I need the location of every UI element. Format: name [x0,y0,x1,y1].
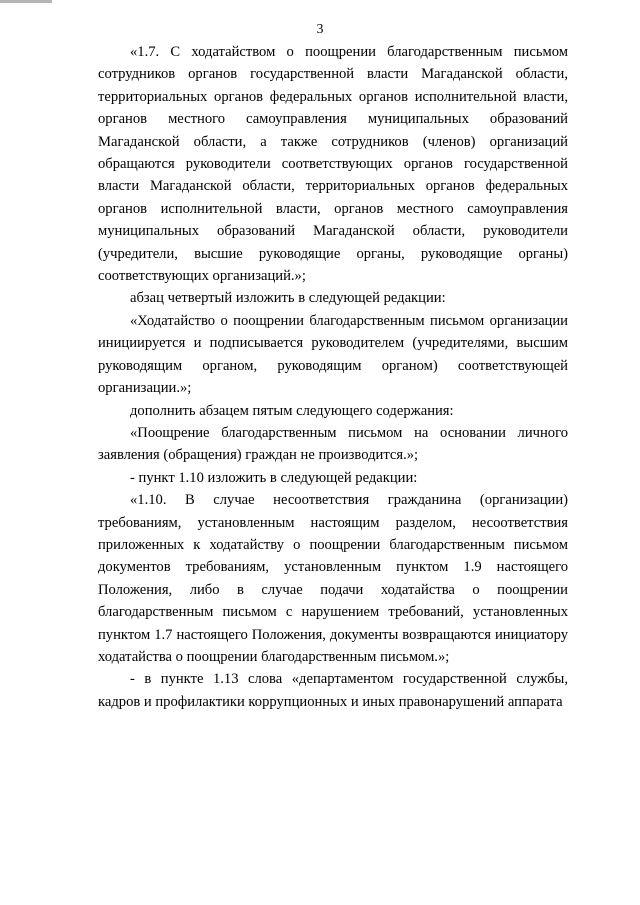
paragraph-petition-initiation: «Ходатайство о поощрении благодарственным письмом организации инициируется и подписывается руководителем (учредителями, высшим руководящим органом, руководящим органом) соответствующей организации.»; [98,312,568,397]
paragraph-instruction-fourth-abzac: абзац четвертый изложить в следующей редакции: [130,290,446,307]
paragraph-instruction-fifth-abzac: дополнить абзацем пятым следующего содержания: [130,402,454,419]
paragraph-1-10: «1.10. В случае несоответствия гражданина (организации) требованиям, установленным настоящим разделом, несоответствия приложенных к ходатайству о поощрении благодарственным письмом документов требованиям, установленным пунктом 1.9 настоящего Положения, либо в случае подачи ходатайства о поощрении благодарственным письмом с нарушением требований, установленных пунктом 1.7 настоящего Положения, документы возвращаются инициатору ходатайства о поощрении благодарственным письмом.»; [98,492,568,665]
paragraph-1-7: «1.7. С ходатайством о поощрении благодарственным письмом сотрудников органов государственной власти Магаданской области, территориальных органов федеральных органов исполнительной власти, органов местного самоуправления муниципальных образований Магаданской области, а также сотрудников (членов) организаций обращаются руководители соответствующих органов государственной власти Магаданской области, территориальных органов федеральных органов исполнительной власти, органов местного самоуправления муниципальных образований Магаданской области, руководители (учредители, высшие руководящие органы, руководящие органы) соответствующих организаций.»; [98,44,568,285]
page-number: 3 [316,22,324,37]
paragraph-instruction-1-13: - в пункте 1.13 слова «департаментом государственной службы, кадров и профилактики коррупционных и иных правонарушений аппарата [98,671,568,710]
paragraph-personal-application: «Поощрение благодарственным письмом на основании личного заявления (обращения) граждан не производится.»; [98,424,568,464]
paragraph-instruction-1-10: - пункт 1.10 изложить в следующей редакции: [130,469,418,486]
scan-corner-mark [0,0,52,3]
document-body [98,41,568,713]
